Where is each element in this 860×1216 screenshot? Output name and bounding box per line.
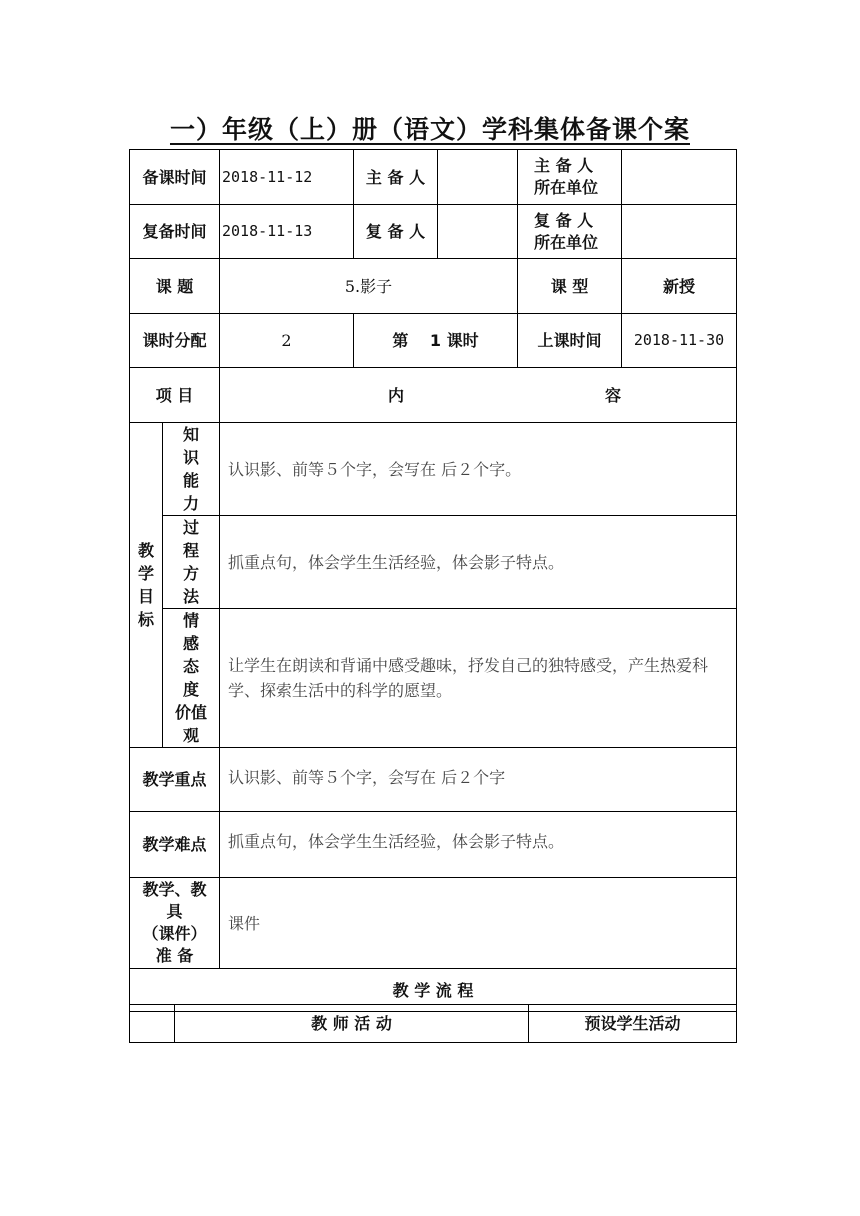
content-header-2: 容 — [604, 385, 621, 405]
main-unit-value — [622, 150, 737, 205]
objective-label-char: 态 — [182, 657, 199, 676]
main-unit-label — [518, 150, 622, 205]
objective-label-char: 感 — [182, 634, 199, 653]
objectives-group-label — [130, 423, 163, 748]
objective-label-process — [163, 516, 220, 609]
objective-label-char: 方 — [182, 564, 199, 583]
row-key-points — [130, 748, 737, 812]
content-header — [220, 368, 737, 423]
tools-label-line: 具 — [166, 902, 183, 921]
page-title-text: 一）年级（上）册（语文）学科集体备课个案 — [169, 115, 690, 144]
objective-label-char: 程 — [182, 541, 199, 560]
page-title — [0, 110, 860, 146]
reviewer-label: 复 备 人 — [354, 205, 438, 259]
review-unit-label-1: 复 备 人 — [534, 210, 594, 230]
objective-label-char: 识 — [182, 448, 199, 467]
type-label: 课 型 — [518, 259, 622, 314]
objectives-group-char: 标 — [137, 610, 154, 629]
objectives-group-char: 目 — [137, 587, 154, 606]
lesson-plan-table — [129, 149, 737, 1012]
topic-value: 5.影子 — [220, 259, 518, 314]
tools-text: 课件 — [220, 878, 737, 969]
prep-time-value: 2018-11-12 — [220, 150, 354, 205]
objective-text-emotion: 让学生在朗读和背诵中感受趣味，抒发自己的独特感受，产生热爱科学、探索生活中的科学的愿望。 — [220, 609, 737, 748]
review-unit-value — [622, 205, 737, 259]
objective-row-knowledge — [130, 423, 737, 516]
objective-label-char: 能 — [182, 471, 199, 490]
objective-text-process: 抓重点句，体会学生生活经验，体会影子特点。 — [220, 516, 737, 609]
flow-title: 教 学 流 程 — [130, 969, 737, 1012]
key-points-text: 认识影、前等５个字，会写在 后２个字 — [220, 748, 737, 812]
session-value: 第 1 课时 — [354, 314, 518, 368]
row-tools — [130, 878, 737, 969]
flow-index-cell — [130, 1005, 175, 1043]
main-unit-label-1: 主 备 人 — [534, 156, 594, 175]
type-value: 新授 — [622, 259, 737, 314]
objectives-group-char: 学 — [137, 564, 154, 583]
main-preparer-value — [438, 150, 518, 205]
main-unit-label-2: 所在单位 — [534, 178, 599, 197]
objective-label-char: 法 — [182, 587, 199, 606]
tools-label-line: 教学、教 — [142, 880, 207, 899]
review-time-value: 2018-11-13 — [220, 205, 354, 259]
objective-label-char: 力 — [182, 494, 199, 513]
flow-table — [129, 1004, 737, 1043]
objective-label-char: 观 — [182, 726, 199, 745]
class-time-value: 2018-11-30 — [622, 314, 737, 368]
objective-label-emotion — [163, 609, 220, 748]
reviewer-value — [438, 205, 518, 259]
difficulties-label: 教学难点 — [130, 812, 220, 878]
objective-label-char: 知 — [182, 425, 199, 444]
prep-time-label: 备课时间 — [130, 150, 220, 205]
review-unit-label — [518, 205, 622, 259]
row-items-header — [130, 368, 737, 423]
main-preparer-label: 主 备 人 — [354, 150, 438, 205]
row-difficulties — [130, 812, 737, 878]
student-activity-header: 预设学生活动 — [529, 1005, 737, 1043]
row-hours — [130, 314, 737, 368]
objective-text-knowledge: 认识影、前等５个字，会写在 后２个字。 — [220, 423, 737, 516]
tools-label — [130, 878, 220, 969]
objective-label-char: 情 — [182, 611, 199, 630]
objective-label-char: 度 — [182, 680, 199, 699]
row-flow-header — [130, 1005, 737, 1043]
topic-label: 课 题 — [130, 259, 220, 314]
objectives-group-char: 教 — [137, 541, 154, 560]
review-unit-label-2: 所在单位 — [534, 232, 599, 252]
review-time-label: 复备时间 — [130, 205, 220, 259]
difficulties-text: 抓重点句，体会学生生活经验，体会影子特点。 — [220, 812, 737, 878]
row-review — [130, 205, 737, 259]
objective-label-char: 价值 — [174, 703, 207, 722]
tools-label-line: （课件） — [142, 924, 207, 943]
objective-label-char: 过 — [182, 518, 199, 537]
content-header-1: 内 — [388, 385, 405, 405]
teacher-activity-header: 教 师 活 动 — [175, 1005, 529, 1043]
row-prep — [130, 150, 737, 205]
objective-row-emotion — [130, 609, 737, 748]
class-time-label: 上课时间 — [518, 314, 622, 368]
objective-row-process — [130, 516, 737, 609]
key-points-label: 教学重点 — [130, 748, 220, 812]
objective-label-knowledge — [163, 423, 220, 516]
row-topic — [130, 259, 737, 314]
items-label: 项 目 — [130, 368, 220, 423]
hours-label: 课时分配 — [130, 314, 220, 368]
tools-label-line: 准 备 — [155, 946, 194, 965]
hours-value: 2 — [220, 314, 354, 368]
